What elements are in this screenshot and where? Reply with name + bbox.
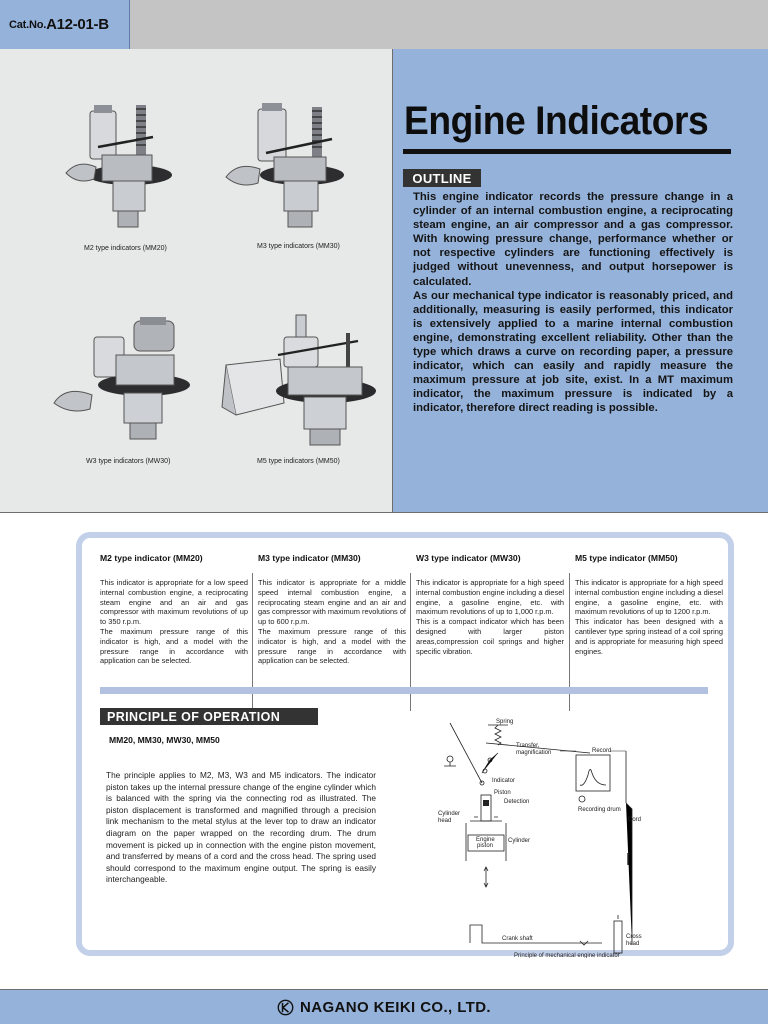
diagram-label: Transfer, [516, 743, 540, 749]
specification-frame [76, 532, 734, 956]
m3-indicator-photo [222, 95, 362, 235]
diagram-label: head [626, 941, 640, 947]
diagram-label: Detection [504, 799, 530, 805]
title-underline [403, 149, 731, 154]
model-column-mm30 [258, 553, 406, 666]
model-paragraph: This indicator is appropriate for a high speed internal combustion engine including a diesel engine, a gasoline engine, etc. with maximum revolutions of up to 1200 r.p.m. [575, 578, 723, 617]
model-column-mm20 [100, 553, 248, 666]
product-photo-panel [0, 49, 393, 513]
model-paragraph: The maximum pressure range of this indicator is high, and a model with the pressure range in accordance with application can be selected. [258, 626, 406, 666]
principle-models: MM20, MM30, MW30, MM50 [109, 735, 220, 745]
model-paragraph: This is a compact indicator which has been designed with larger piston areas,compression coil springs and higher specific vibration. [416, 617, 564, 656]
model-description [258, 578, 406, 666]
model-title: W3 type indicator (MW30) [416, 553, 521, 563]
photo-caption: M2 type indicators (MM20) [84, 245, 167, 252]
footer-bar [0, 989, 768, 1024]
outline-paragraph: As our mechanical type indicator is reasonably priced, and additionally, measuring is easily performed, this indicator is extensively applied to a marine internal combustion engine, demonstrating excellent reliability. Other than the type which draws a curve on recording paper, a pressure indicator, which can easily and rapidly measure the maximum pressure at job site, exist. In a MT maximum indicator, the maximum pressure is indicated by a indicator, therefore direct reading is possible. [413, 289, 733, 415]
diagram-label: Engine [476, 837, 495, 843]
diagram-label: head [438, 818, 452, 824]
diagram-label: Spring [496, 719, 514, 725]
photo-caption: W3 type indicators (MW30) [86, 458, 171, 465]
outline-heading: OUTLINE [403, 169, 481, 187]
model-description [575, 578, 723, 656]
model-column-mm50 [575, 553, 723, 656]
diagram-label: Cross [626, 934, 642, 940]
diagram-label: Cylinder [438, 811, 461, 817]
model-paragraph: This indicator is appropriate for a middle speed internal combustion engine, a reciprocating steam engine and an air and gas compressor with maximum revolutions of up to 600 r.p.m. [258, 578, 406, 627]
diagram-label: Record [592, 748, 612, 754]
company-logo-icon [277, 999, 294, 1016]
page-title: Engine Indicators [404, 99, 709, 143]
catalog-number: A12-01-B [46, 16, 109, 33]
outline-paragraph: This engine indicator records the pressure change in a cylinder of an internal combustion engine, a reciprocating steam engine, an air compressor and a gas compressor. With knowing pressure change, performance whether or not respective cylinders are functioning effectively is judged without unevenness, and output horsepower is calculated. [413, 191, 733, 288]
photo-caption: M3 type indicators (MM30) [257, 243, 340, 250]
diagram-label: Recording drum [578, 807, 621, 813]
model-column-mw30 [416, 553, 564, 656]
company-name: NAGANO KEIKI CO., LTD. [299, 998, 492, 1016]
mechanism-diagram [430, 713, 660, 958]
model-title: M2 type indicator (MM20) [100, 553, 203, 563]
model-paragraph: This indicator is appropriate for a low speed internal combustion engine, a reciprocating steam engine and an air and gas compressor with maximum revolutions of up to 350 r.p.m. [100, 578, 248, 627]
catalog-prefix: Cat.No. [9, 18, 47, 31]
diagram-label: Cylinder [508, 838, 531, 844]
catalog-number-box [0, 0, 130, 49]
title-panel [393, 49, 768, 513]
section-divider-band [100, 687, 708, 694]
diagram-label: Crank shaft [502, 936, 533, 942]
diagram-label: Piston [494, 790, 511, 796]
model-description [100, 578, 248, 666]
diagram-label: piston [477, 843, 494, 849]
diagram-label: magnification [516, 750, 552, 756]
model-title: M5 type indicator (MM50) [575, 553, 678, 563]
principle-body: The principle applies to M2, M3, W3 and M5 indicators. The indicator piston takes up the internal pressure change of the engine cylinder which is balanced with the spring via the connecting rod as illustrated. The piston displacement is transformed and magnified through a precision link mechanism to the metal stylus at the lever top to draw an indicator diagram on the paper wrapped on the recording drum. The drum movement is picked up in connection with the engine piston movement, and transferred by means of a cord and the cross head. The spring used should correspond to the maximum engine output. The spring is easily interchangeable. [106, 770, 376, 885]
photo-caption: M5 type indicators (MM50) [257, 458, 340, 465]
model-title: M3 type indicator (MM30) [258, 553, 361, 563]
model-description [416, 578, 564, 656]
outline-body [413, 190, 733, 416]
principle-heading: PRINCIPLE OF OPERATION [100, 708, 318, 725]
diagram-caption: Principle of mechanical engine indicator [514, 953, 620, 958]
diagram-label: Indicator [492, 778, 516, 784]
m2-indicator-photo [58, 95, 193, 235]
model-paragraph: This indicator is appropriate for a high speed internal combustion engine including a diesel engine, a gasoline engine, etc. with maximum revolutions of up to 1,000 r.p.m. [416, 578, 564, 617]
w3-indicator-photo [52, 315, 202, 445]
top-bar [0, 0, 768, 49]
model-paragraph: This indicator has been designed with a cantilever type spring instead of a coil spring and is appropriate for measuring high speed engines. [575, 617, 723, 656]
model-columns [100, 553, 732, 693]
m5-indicator-photo [218, 311, 383, 451]
diagram-label: Cord [628, 817, 642, 823]
model-paragraph: The maximum pressure range of this indicator is high, and a model with the pressure range in accordance with application can be selected. [100, 626, 248, 666]
